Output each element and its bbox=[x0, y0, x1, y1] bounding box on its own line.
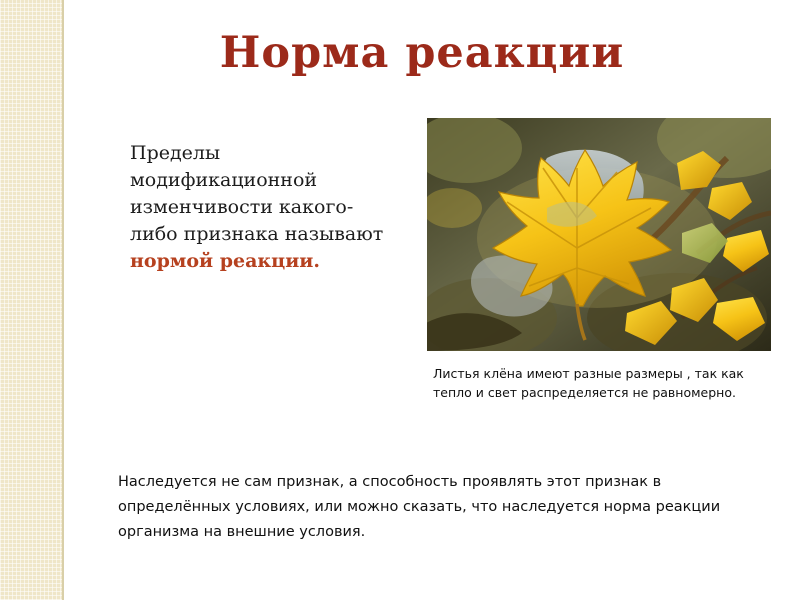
bottom-paragraph: Наследуется не сам признак, а способность проявлять этот признак в определённых условиях, или можно сказать, что наследуется норма реакции организма на внешние условия. bbox=[118, 474, 721, 540]
decorative-band-edge bbox=[62, 0, 64, 600]
photo-caption: Листья клёна имеют разные размеры , так как тепло и свет распределяется не равномерно. bbox=[433, 366, 744, 400]
lead-paragraph-accent: нормой реакции. bbox=[130, 250, 320, 272]
maple-leaves-photo bbox=[427, 118, 771, 351]
page-title: Норма реакции bbox=[219, 28, 625, 78]
decorative-left-band bbox=[0, 0, 62, 600]
lead-paragraph-text: Пределы модификационной изменчивости какого-либо признака называют bbox=[130, 142, 384, 245]
lead-paragraph bbox=[130, 140, 400, 275]
